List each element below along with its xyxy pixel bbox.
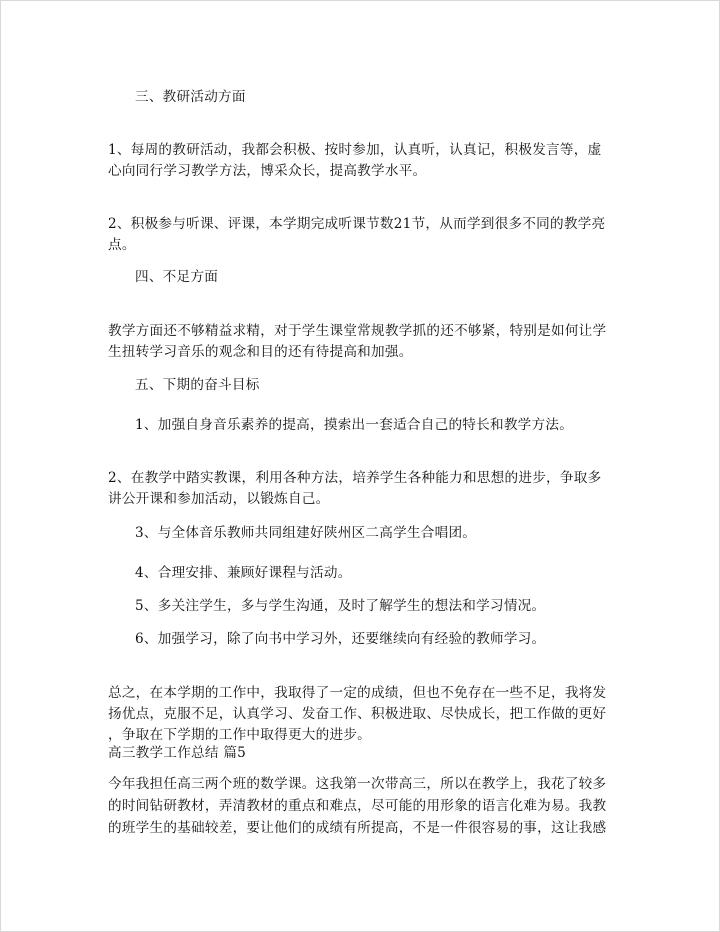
paragraph-line: 2、积极参与听课、评课，本学期完成听课节数21节，从而学到很多不同的教学亮 — [108, 216, 606, 232]
list-item: 4、合理安排、兼顾好课程与活动。 — [135, 565, 352, 581]
paragraph-line: ，争取在下学期的工作中取得更大的进步。 — [108, 727, 372, 743]
paragraph-line: 心向同行学习教学方法，博采众长，提高教学水平。 — [108, 163, 427, 179]
list-item: 1、加强自身音乐素养的提高，摸索出一套适合自己的特长和教学方法。 — [135, 417, 574, 433]
list-item: 5、多关注学生，多与学生沟通，及时了解学生的想法和学习情况。 — [135, 598, 546, 614]
paragraph-line: 点。 — [108, 237, 136, 253]
section-heading-shortcomings: 四、不足方面 — [135, 269, 219, 285]
paragraph-line: 总之，在本学期的工作中，我取得了一定的成绩，但也不免存在一些不足，我将发 — [108, 685, 607, 701]
paragraph-line: 的班学生的基础较差，要让他们的成绩有所提高，不是一件很容易的事，这让我感 — [108, 820, 607, 836]
paragraph-line: 1、每周的教研活动，我都会积极、按时参加，认真听，认真记，积极发言等，虚 — [108, 142, 602, 158]
paragraph-line: 今年我担任高三两个班的数学课。这我第一次带高三，所以在教学上，我花了较多 — [108, 776, 607, 792]
paragraph-line: 讲公开课和参加活动，以锻炼自己。 — [108, 491, 330, 507]
section-heading-research: 三、教研活动方面 — [135, 89, 246, 105]
paragraph-line: 的时间钻研教材，弄清教材的重点和难点，尽可能的用形象的语言化难为易。我教 — [108, 798, 607, 814]
list-item: 6、加强学习，除了向书中学习外，还要继续向有经验的教师学习。 — [135, 631, 546, 647]
article-title: 高三教学工作总结 篇5 — [108, 745, 247, 761]
paragraph-line: 生扭转学习音乐的观念和目的还有待提高和加强。 — [108, 344, 413, 360]
paragraph-line: 扬优点，克服不足，认真学习、发奋工作、积极进取、尽快成长，把工作做的更好 — [108, 706, 607, 722]
paragraph-line: 2、在教学中踏实教课，利用各种方法，培养学生各种能力和思想的进步，争取多 — [108, 470, 602, 486]
paragraph-line: 教学方面还不够精益求精，对于学生课堂常规教学抓的还不够紧，特别是如何让学 — [108, 323, 607, 339]
section-heading-goals: 五、下期的奋斗目标 — [135, 377, 260, 393]
list-item: 3、与全体音乐教师共同组建好陕州区二高学生合唱团。 — [135, 525, 477, 541]
